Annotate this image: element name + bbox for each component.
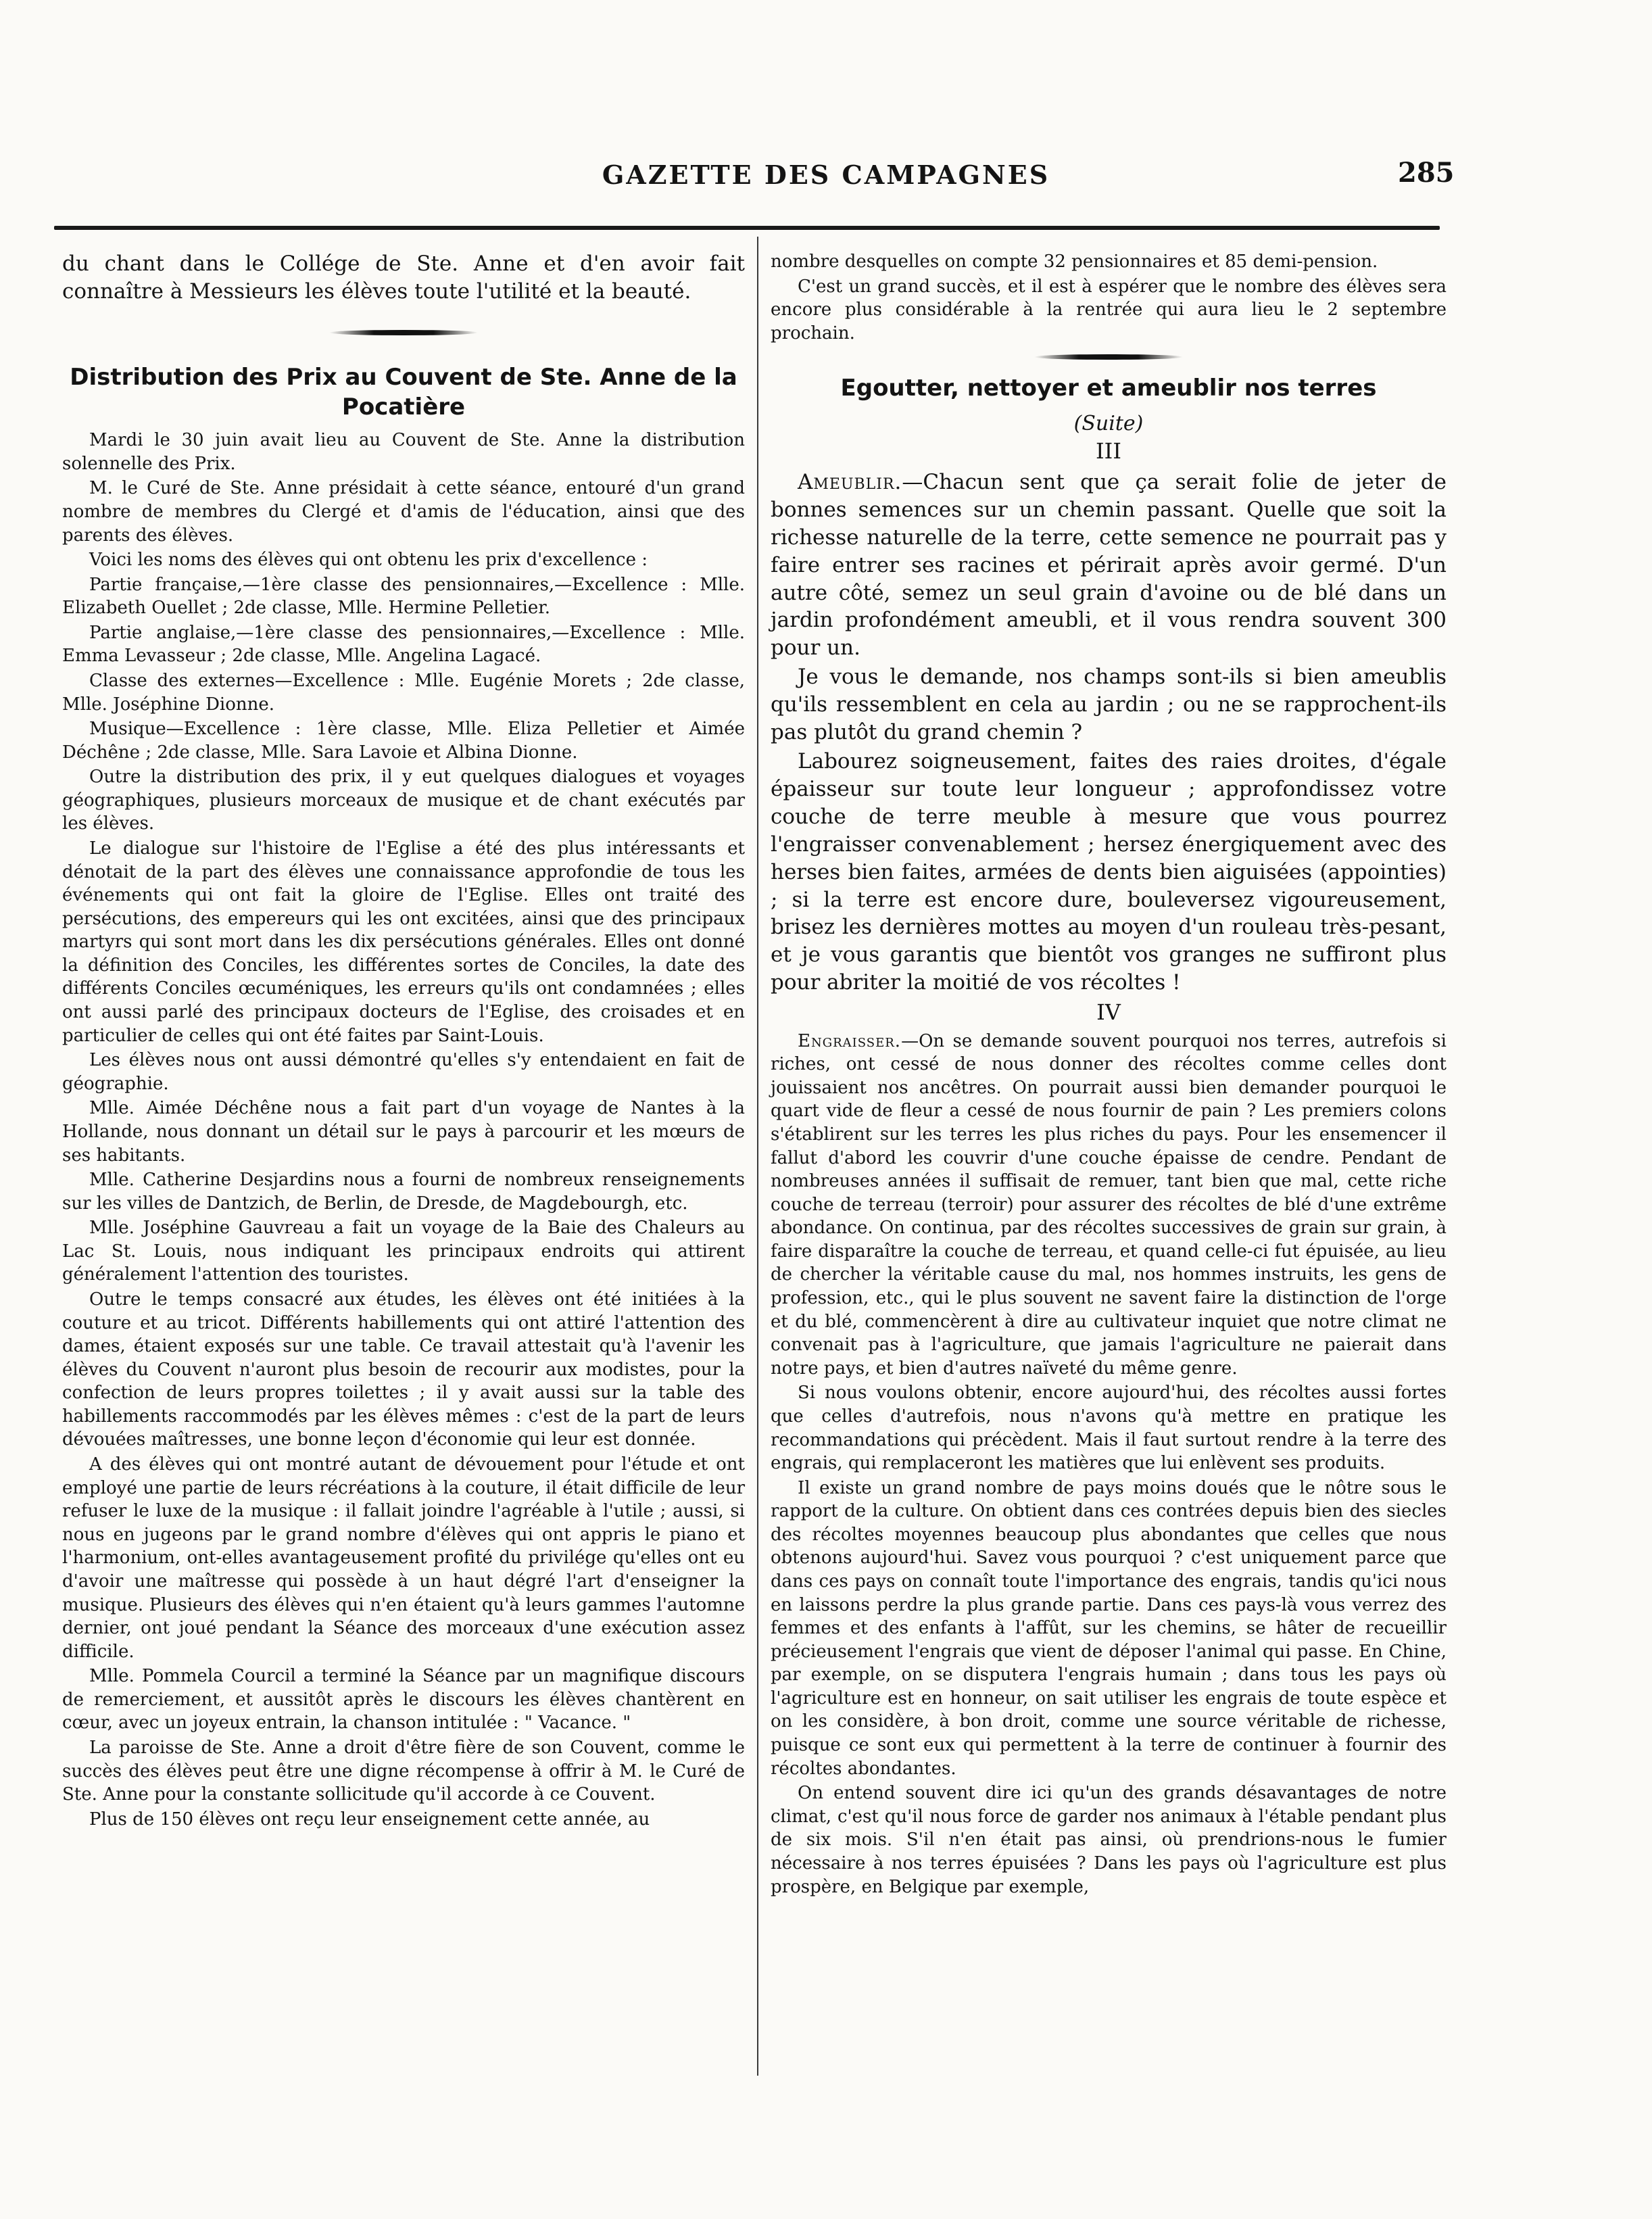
section-ornament xyxy=(329,330,478,335)
page-number: 285 xyxy=(1398,157,1455,189)
paragraph: Le dialogue sur l'histoire de l'Eglise a été des plus intéressants et dénotait de la part des élèves une connaissance approfondie de tous les événements qui ont fait la gloire de l'Eglise. Elles ont traité des persécutions, des empereurs qui les ont excitées, ainsi que des principaux martyrs qui sont mort dans les dix persécutions générales. Elles ont donné la définition des Conciles, les différentes sortes de Conciles, la date des différents Conciles œcuméniques, les erreurs qu'ils ont condamnées ; elles ont aussi parlé des principaux docteurs de l'Eglise, des croisades et en particulier de celles qui ont été faites par Saint-Louis. xyxy=(62,838,745,1046)
paragraph: C'est un grand succès, et il est à espérer que le nombre des élèves sera encore plus considérable à la rentrée qui aura lieu le 2 septembre prochain. xyxy=(771,276,1447,343)
paragraph: Musique—Excellence : 1ère classe, Mlle. Eliza Pelletier et Aimée Déchêne ; 2de classe, Mlle. Sara Lavoie et Albina Dionne. xyxy=(62,719,745,763)
paragraph: Labourez soigneusement, faites des raies droites, d'égale épaisseur sur toute leur longueur ; approfondissez votre couche de terre meuble à mesure que vous pourrez l'engraisser convenablement ; hersez énergiquement avec des herses bien faites, armées de dents bien aiguisées (appointies) ; si la terre est encore dure, bouleversez vigoureusement, brisez les dernières mottes au moyen d'un rouleau très-pesant, et je vous garantis que bientôt vos granges ne suffiront plus pour abriter la moitié de vos récoltes ! xyxy=(771,749,1447,995)
paragraph: Il existe un grand nombre de pays moins doués que le nôtre sous le rapport de la culture. On obtient dans ces contrées depuis bien des siecles des récoltes moyennes beaucoup plus abondantes que celles que nous obtenons aujourd'hui. Savez vous pourquoi ? c'est uniquement parce que dans ces pays on connaît toute l'importance des engrais, tandis qu'ici nous en laissons perdre la plus grande partie. Dans ces pays-là vous verrez des femmes et des enfants à l'affût, sur les chemins, se hâter de recueillir précieusement l'engrais que vient de déposer l'animal qui passe. En Chine, par exemple, on se disputera l'engrais humain ; dans tous les pays où l'agriculture est en honneur, on sait utiliser les engrais de toute espèce et on les considère, à bon droit, comme une source véritable de richesse, puisque ce sont eux qui permettent à la terre de continuer à fournir des récoltes abondantes. xyxy=(771,1477,1447,1779)
paragraph: Mlle. Pommela Courcil a terminé la Séance par un magnifique discours de remerciement, et aussitôt après le discours les élèves chantèrent en cœur, avec un joyeux entrain, la chanson intitulée : " Vacance. " xyxy=(62,1666,745,1734)
paragraph: Mlle. Joséphine Gauvreau a fait un voyage de la Baie des Chaleurs au Lac St. Louis, nous indiquant les principaux endroits qui attirent généralement l'attention des touristes. xyxy=(62,1218,745,1285)
article-continuation: du chant dans le Collége de Ste. Anne et d'en avoir fait connaître à Messieurs les élèves toute l'utilité et la beauté. xyxy=(62,252,745,304)
paragraph-text: —Chacun sent que ça serait folie de jeter de bonnes semences sur un chemin passant. Quelle que soit la richesse naturelle de la terre, cette semence ne pourrait pas y faire entrer ses racines et périrait après avoir germé. D'un autre côté, semez un seul grain d'avoine ou de blé dans un jardin profondément ameubli, et il vous rendra souvent 300 pour un. xyxy=(771,469,1447,661)
paragraph: Outre la distribution des prix, il y eut quelques dialogues et voyages géographiques, plusieurs morceaux de musique et de chant exécutés par les élèves. xyxy=(62,767,745,834)
article-continuation: nombre desquelles on compte 32 pensionnaires et 85 demi-pension. xyxy=(771,252,1378,272)
section-3-body xyxy=(771,469,1447,997)
paragraph: Voici les noms des élèves qui ont obtenu les prix d'excellence : xyxy=(89,550,648,571)
right-column xyxy=(771,250,1447,1900)
paragraph: La paroisse de Ste. Anne a droit d'être fière de son Couvent, comme le succès des élèves peut être une digne récompense à offrir à M. le Curé de Ste. Anne pour la constante sollicitude qu'il accorde à ce Couvent. xyxy=(62,1737,745,1805)
paragraph: Classe des externes—Excellence : Mlle. Eugénie Morets ; 2de classe, Mlle. Joséphine Dionne. xyxy=(62,670,745,715)
article-title: Distribution des Prix au Couvent de Ste. Anne de la Pocatière xyxy=(70,363,737,421)
paragraph: M. le Curé de Ste. Anne présidait à cette séance, entouré d'un grand nombre de membres du Clergé et d'amis de l'éducation, ainsi que des parents des élèves. xyxy=(62,478,745,546)
article-body xyxy=(62,429,745,1831)
section-numeral: III xyxy=(1096,438,1121,464)
paragraph: Mlle. Catherine Desjardins nous a fourni de nombreux renseignements sur les villes de Dantzich, de Berlin, de Dresde, de Magdebourgh, etc. xyxy=(62,1170,745,1214)
column-divider xyxy=(757,237,758,2076)
paragraph: Partie anglaise,—1ère classe des pensionnaires,—Excellence : Mlle. Emma Levasseur ; 2de classe, Mlle. Angelina Lagacé. xyxy=(62,622,745,667)
paragraph-text: —On se demande souvent pourquoi nos terres, autrefois si riches, ont cessé de nous donner des récoltes comme celles dont jouissaient nos ancêtres. On pourrait aussi bien demander pourquoi le quart vide de fleur a cessé de nous fournir de pain ? Les premiers colons s'établirent sur les terres les plus riches du pays. Pour les ensemencer il fallut d'abord les couvrir d'une couche épaisse de cendre. Pendant de nombreuses années il suffisait de remuer, tant bien que mal, cette riche couche de terreau (terroir) pour assurer des récoltes de blé d'une extrême abondance. On continua, par des récoltes successives de grain sur grain, à faire disparaître la couche de terreau, et quand celle-ci fut épuisée, au lieu de chercher la véritable cause du mal, nos hommes instruits, les gens de profession, etc., qui le plus souvent ne savent faire la distinction de l'orge et du blé, commencèrent à dire au cultivateur inquiet que notre climat ne convenait pas à l'agriculture, que jamais l'agriculture ne paierait dans notre pays, et bien d'autres naïveté du même genre. xyxy=(771,1030,1447,1379)
paragraph: Partie française,—1ère classe des pensionnaires,—Excellence : Mlle. Elizabeth Ouellet ; 2de classe, Mlle. Hermine Pelletier. xyxy=(62,574,745,619)
paragraph: Plus de 150 élèves ont reçu leur enseignement cette année, au xyxy=(89,1809,650,1830)
article-title: Egoutter, nettoyer et ameublir nos terres xyxy=(840,375,1377,402)
section-lead: Ameublir. xyxy=(798,469,902,494)
paragraph xyxy=(771,1030,1447,1381)
previous-article-end xyxy=(62,250,745,306)
paragraph: On entend souvent dire ici qu'un des grands désavantages de notre climat, c'est qu'il nous force de garder nos animaux à l'étable pendant plus de six mois. S'il n'en était pas ainsi, où prendrions-nous le fumier nécessaire à nos terres épuisées ? Dans les pays où l'agriculture est plus prospère, en Belgique par exemple, xyxy=(771,1783,1447,1897)
suite-label: (Suite) xyxy=(1073,411,1144,435)
left-column xyxy=(62,250,745,1832)
journal-title: GAZETTE DES CAMPAGNES xyxy=(602,160,1050,190)
paragraph: Si nous voulons obtenir, encore aujourd'hui, des récoltes aussi fortes que celles d'autrefois, nous n'avons qu'à mettre en pratique les recommandations qui précèdent. Mais il faut surtout rendre à la terre des engrais, qui remplaceront les matières que lui enlèvent ses produits. xyxy=(771,1383,1447,1474)
section-lead: Engraisser. xyxy=(798,1030,902,1051)
paragraph: A des élèves qui ont montré autant de dévouement pour l'étude et ont employé une partie de leurs récréations à la couture, il était difficile de leur refuser le luxe de la musique : il fallait joindre l'agréable à l'utile ; aussi, si nous en jugeons par le grand nombre d'élèves qui ont appris le piano et l'harmonium, ont-elles avantageusement profité du privilége qu'elles ont eu d'avoir une maîtresse qui possède à un haut dégré l'art d'enseigner la musique. Plusieurs des élèves qui n'en étaient qu'à leurs gammes l'automne dernier, ont joué pendant la Séance des morceaux d'une exécution assez difficile. xyxy=(62,1454,745,1662)
paragraph: Mlle. Aimée Déchêne nous a fait part d'un voyage de Nantes à la Hollande, nous donnant un détail sur le pays à parcourir et les mœurs de ses habitants. xyxy=(62,1098,745,1166)
paragraph: Mardi le 30 juin avait lieu au Couvent de Ste. Anne la distribution solennelle des Prix. xyxy=(62,430,745,474)
paragraph: Je vous le demande, nos champs sont-ils si bien ameublis qu'ils ressemblent en cela au jardin ; ou ne se rapprochent-ils pas plutôt du grand chemin ? xyxy=(771,665,1447,745)
paragraph: Outre le temps consacré aux études, les élèves ont été initiées à la couture et au tricot. Différents habillements qui ont attiré l'attention des dames, étaient exposés sur une table. Ce travail attestait qu'à l'avenir les élèves du Couvent n'auront plus besoin de recourir aux modistes, pour la confection de leurs propres toilettes ; il y avait aussi sur la table des habillements raccommodés par les élèves mêmes : c'est de la part de leurs dévouées maîtresses, une bonne leçon d'économie qui leur est donnée. xyxy=(62,1289,745,1450)
section-numeral: IV xyxy=(1096,999,1121,1026)
paragraph xyxy=(771,469,1447,662)
section-4-body xyxy=(771,1030,1447,1899)
paragraph: Les élèves nous ont aussi démontré qu'elles s'y entendaient en fait de géographie. xyxy=(62,1050,745,1094)
header-rule xyxy=(54,226,1440,230)
section-divider xyxy=(1034,354,1183,360)
